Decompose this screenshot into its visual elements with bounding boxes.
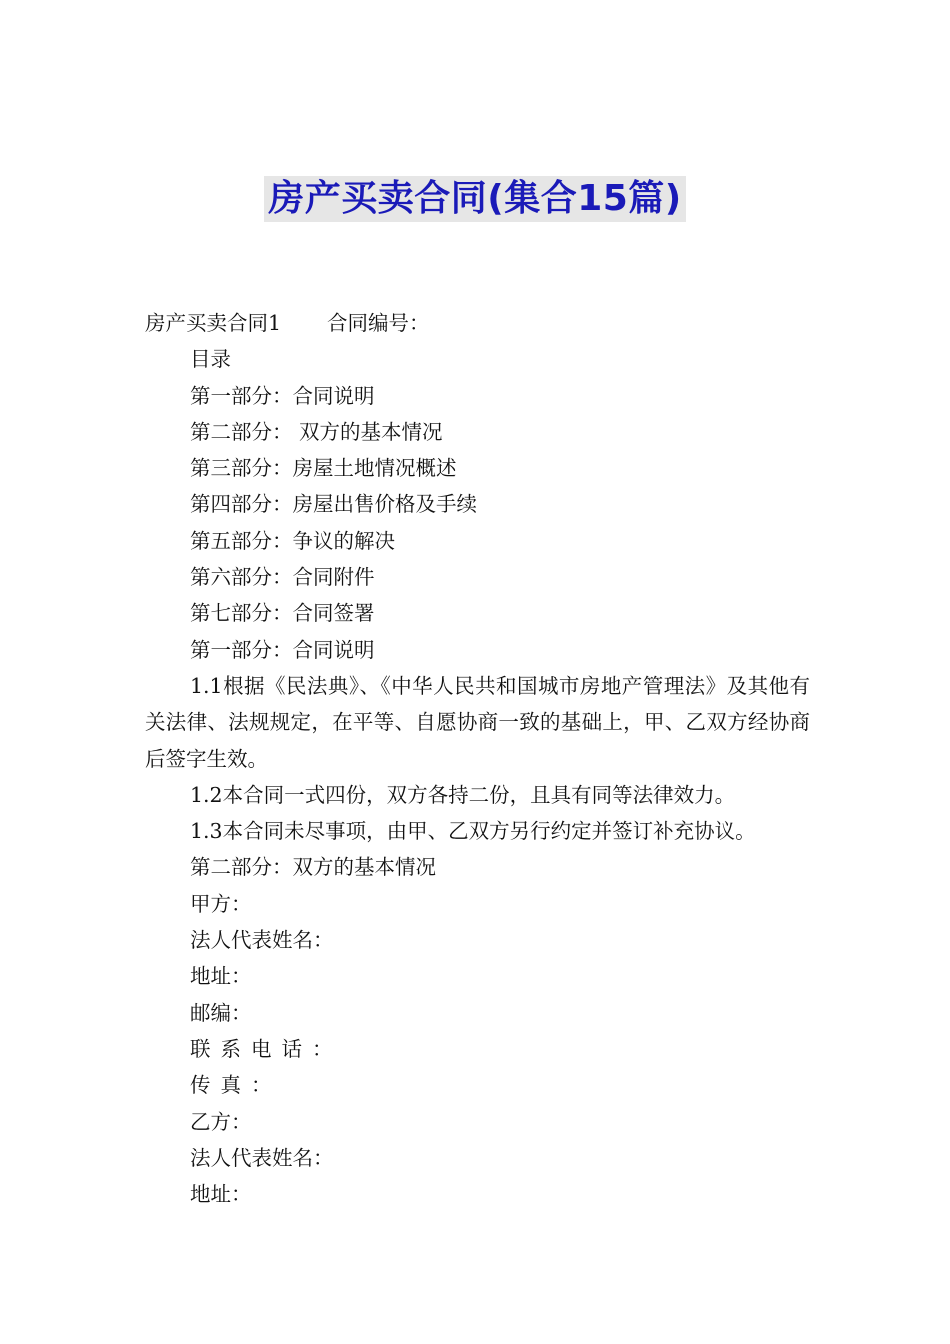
clause-1-3: 1.3本合同未尽事项，由甲、乙双方另行约定并签订补充协议。	[190, 819, 756, 844]
document-body	[145, 305, 810, 1212]
toc-item-part3: 第三部分：房屋土地情况概述	[190, 456, 457, 481]
clause-1-2: 1.2本合同一式四份，双方各持二份，且具有同等法律效力。	[190, 782, 736, 807]
toc-title: 目录	[190, 347, 231, 372]
party-a-label: 甲方：	[190, 891, 252, 916]
toc-item-part5: 第五部分：争议的解决	[190, 528, 395, 553]
toc-item-part7: 第七部分：合同签署	[190, 601, 375, 626]
party-b-legal-rep-label: 法人代表姓名：	[190, 1145, 334, 1170]
contract-heading: 房产买卖合同1	[145, 311, 282, 335]
title-container	[0, 176, 950, 222]
party-a-fax-label: 传真：	[190, 1073, 282, 1098]
party-b-label: 乙方：	[190, 1109, 252, 1134]
document-title: 房产买卖合同(集合15篇)	[264, 176, 686, 222]
section-1-heading: 第一部分：合同说明	[190, 637, 375, 662]
party-a-postcode-label: 邮编：	[190, 1000, 252, 1025]
party-a-address-label: 地址：	[190, 964, 252, 989]
party-a-legal-rep-label: 法人代表姓名：	[190, 928, 334, 953]
toc-item-part1: 第一部分：合同说明	[190, 383, 375, 408]
party-a-phone-label: 联系电话：	[190, 1036, 343, 1061]
toc-item-part6: 第六部分：合同附件	[190, 565, 375, 590]
contract-heading-line	[145, 305, 810, 341]
contract-number-label: 合同编号：	[327, 311, 430, 335]
clause-1-1: 1.1根据《民法典》、《中华人民共和国城市房地产管理法》及其他有关法律、法规规定，在平等、自愿协商一致的基础上，甲、乙双方经协商后签字生效。	[145, 673, 810, 771]
toc-item-part2: 第二部分： 双方的基本情况	[190, 419, 443, 444]
section-2-heading: 第二部分：双方的基本情况	[190, 855, 436, 880]
toc-item-part4: 第四部分：房屋出售价格及手续	[190, 492, 477, 517]
party-b-address-label: 地址：	[190, 1182, 252, 1207]
